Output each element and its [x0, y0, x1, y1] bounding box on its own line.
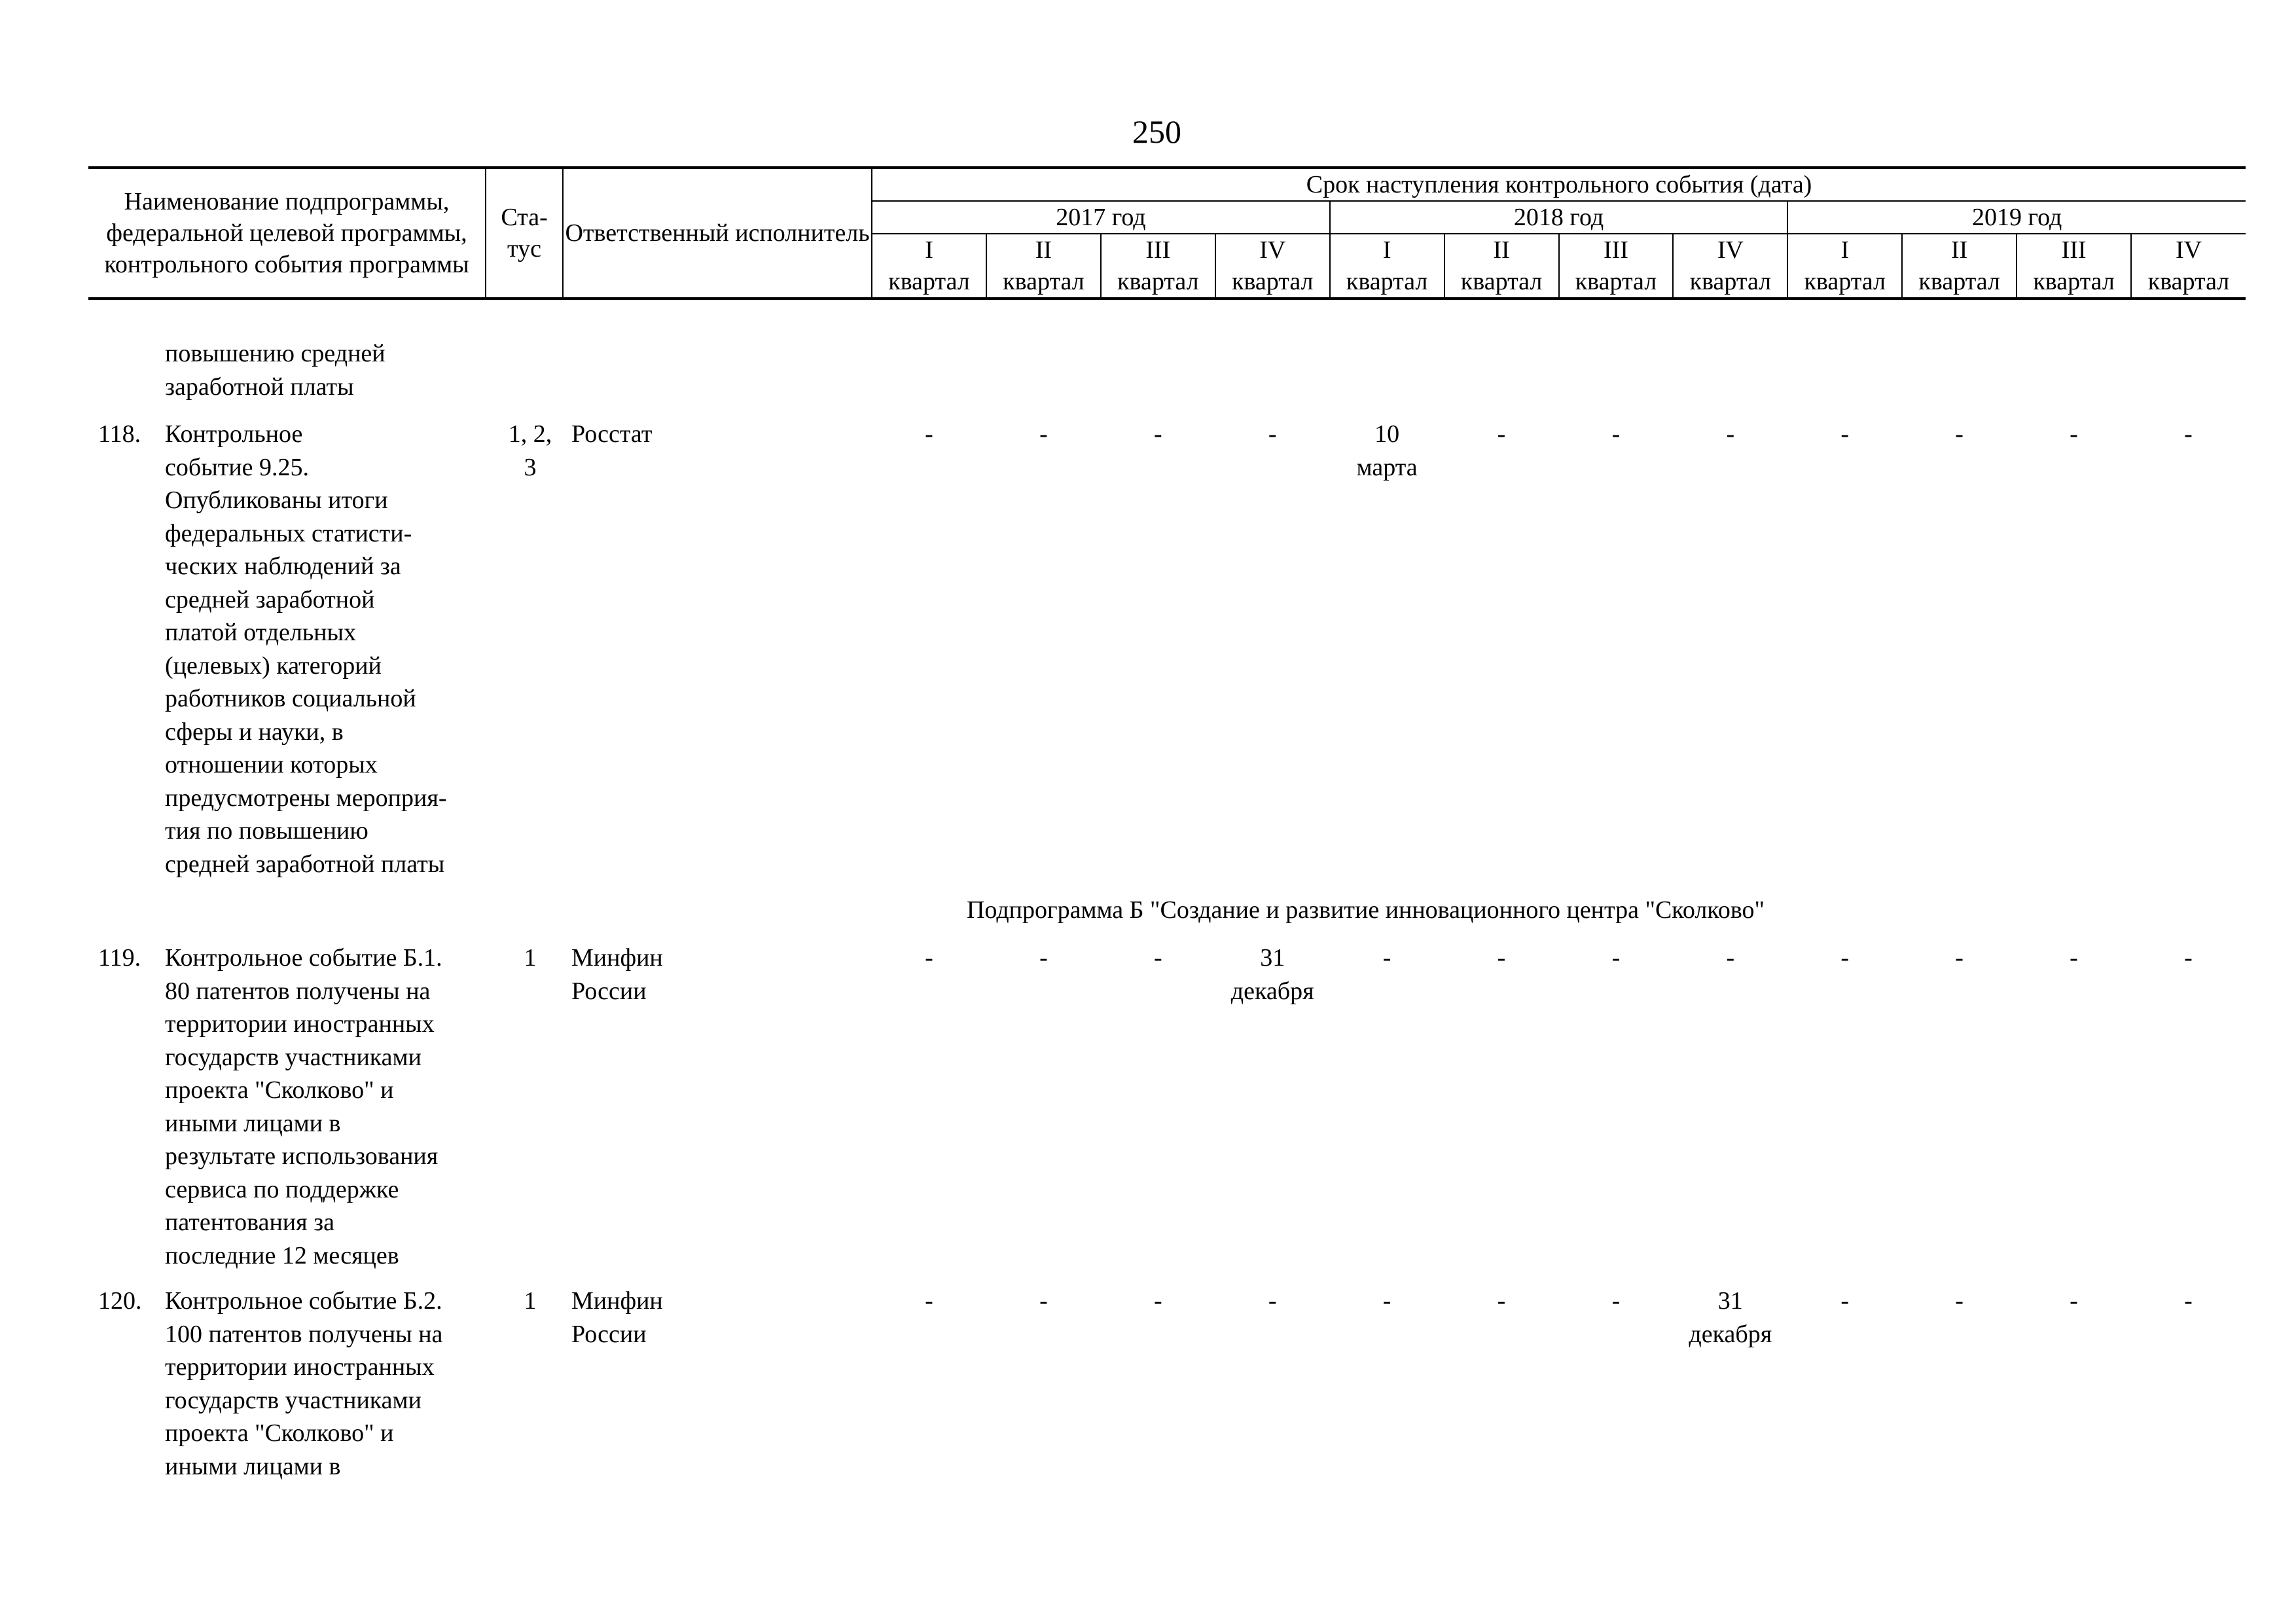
header-quarter: [2131, 234, 2246, 299]
text-line: -: [2070, 420, 2078, 448]
text-line: -: [1497, 420, 1506, 448]
text-line: отношении которых: [165, 751, 378, 778]
text-line: марта: [1356, 453, 1418, 481]
header-quarter: [1787, 234, 1902, 299]
text-line: территории иностранных: [165, 1353, 435, 1381]
quarter-word: квартал: [1003, 268, 1085, 295]
text-line: -: [1726, 944, 1735, 972]
header-quarter: [1444, 234, 1559, 299]
row-executor: Минфин России: [571, 944, 663, 1005]
text-line: -: [1955, 944, 1964, 972]
row-status: [497, 941, 563, 975]
text-line: 10: [1374, 420, 1400, 448]
table-header: [88, 166, 2246, 300]
quarter-cell: [1787, 1285, 1902, 1318]
row-executor: Минфин России: [571, 1287, 663, 1348]
header-year: 2017 год: [872, 201, 1330, 234]
quarter-numeral: IV: [2175, 236, 2202, 264]
quarter-word: квартал: [1575, 268, 1657, 295]
quarter-word: квартал: [1689, 268, 1772, 295]
header-quarter: [1101, 234, 1215, 299]
text-line: -: [1382, 944, 1391, 972]
text-line: -: [1382, 1287, 1391, 1315]
quarter-word: квартал: [1460, 268, 1543, 295]
text-line: государств участниками: [165, 1043, 422, 1071]
quarter-cell: [2017, 418, 2131, 451]
text-line: декабря: [1689, 1320, 1772, 1348]
text-line: -: [1497, 1287, 1506, 1315]
quarter-numeral: II: [1951, 236, 1968, 264]
quarter-cell: [1215, 1285, 1330, 1318]
quarter-cell: [1673, 941, 1787, 975]
row-status: [497, 418, 563, 484]
quarter-numeral: IV: [1717, 236, 1744, 264]
text-line: сферы и науки, в: [165, 718, 344, 746]
text-line: средней заработной платы: [165, 850, 445, 878]
quarter-cell: [2131, 1285, 2246, 1318]
quarter-cell: [1330, 1285, 1444, 1318]
text-line: -: [1039, 944, 1048, 972]
text-line: тия по повышению: [165, 817, 368, 845]
quarter-cell: [872, 1285, 986, 1318]
text-line: -: [925, 944, 933, 972]
quarter-word: квартал: [888, 268, 970, 295]
quarter-cell: [1673, 418, 1787, 451]
text-line: событие 9.25.: [165, 453, 310, 481]
text-line: Контрольное событие Б.1.: [165, 944, 442, 972]
quarter-cell: [2017, 941, 2131, 975]
text-line: территории иностранных: [165, 1010, 435, 1038]
text-line: -: [1840, 1287, 1850, 1315]
quarter-word: квартал: [1231, 268, 1314, 295]
quarter-numeral: III: [1603, 236, 1628, 264]
quarter-cell: [2131, 418, 2246, 451]
header-executor-column: Ответственный исполнитель: [563, 168, 872, 299]
text-line: -: [1611, 1287, 1621, 1315]
quarter-numeral: I: [1840, 236, 1850, 264]
text-line: 31: [1717, 1287, 1743, 1315]
header-quarter: [1215, 234, 1330, 299]
quarter-numeral: I: [925, 236, 933, 264]
quarter-numeral: II: [1035, 236, 1052, 264]
text-line: 3: [524, 453, 537, 481]
header-quarter: [872, 234, 986, 299]
text-line: -: [2184, 944, 2193, 972]
row-name: [165, 941, 492, 1272]
text-line: 1, 2,: [508, 420, 552, 448]
row-name: [165, 1285, 492, 1483]
quarter-word: квартал: [2147, 268, 2230, 295]
text-line: -: [1268, 420, 1277, 448]
text-line: -: [1153, 944, 1162, 972]
text-line: работников социальной: [165, 685, 416, 712]
quarter-cell: [1558, 1285, 1673, 1318]
quarter-word: квартал: [1117, 268, 1199, 295]
quarter-cell: [986, 941, 1101, 975]
text-line: Контрольное событие Б.2.: [165, 1287, 442, 1315]
text-line: -: [1497, 944, 1506, 972]
text-line: Опубликованы итоги: [165, 486, 388, 514]
text-line: последние 12 месяцев: [165, 1241, 399, 1269]
quarter-cell: [1558, 418, 1673, 451]
text-line: -: [2184, 1287, 2193, 1315]
text-line: -: [1153, 420, 1162, 448]
text-line: -: [2070, 944, 2078, 972]
text-line: сервиса по поддержке: [165, 1175, 399, 1203]
quarter-cell: [1215, 418, 1330, 451]
text-line: -: [2070, 1287, 2078, 1315]
text-line: -: [1840, 420, 1850, 448]
quarter-cell: [1330, 418, 1444, 484]
quarter-cell: [872, 941, 986, 975]
text-line: 31: [1260, 944, 1285, 972]
text-line: федеральных статисти-: [165, 519, 412, 547]
text-line: государств участниками: [165, 1386, 422, 1414]
quarter-cell: [1444, 941, 1559, 975]
text-line: -: [1726, 420, 1735, 448]
quarter-cell: [2131, 941, 2246, 975]
text-line: 1: [524, 1287, 537, 1315]
text-line: -: [1268, 1287, 1277, 1315]
text-line: 1: [524, 944, 537, 972]
text-line: ческих наблюдений за: [165, 553, 401, 580]
quarter-cell: [1101, 1285, 1215, 1318]
text-line: -: [2184, 420, 2193, 448]
text-line: (целевых) категорий: [165, 651, 382, 680]
row-number: 119.: [98, 944, 141, 972]
row-executor: Росстат: [571, 420, 653, 448]
text-line: проекта "Сколково" и: [165, 1076, 394, 1104]
row-number: 118.: [98, 420, 141, 448]
row-name: [165, 418, 492, 881]
text-line: -: [1039, 420, 1048, 448]
quarter-numeral: III: [1145, 236, 1171, 264]
text-line: -: [1955, 420, 1964, 448]
quarter-cell: [1902, 941, 2017, 975]
quarter-cell: [1215, 941, 1330, 1008]
header-quarter: [1330, 234, 1444, 299]
text-line: -: [1611, 944, 1621, 972]
quarter-cell: [1787, 418, 1902, 451]
header-name-column: Наименование подпрограммы, федеральной целевой программы, контрольного события программы: [88, 168, 486, 299]
quarter-numeral: IV: [1259, 236, 1286, 264]
text-line: иными лицами в: [165, 1452, 341, 1480]
text-line: иными лицами в: [165, 1109, 341, 1137]
quarter-word: квартал: [2033, 268, 2115, 295]
continuation-text: [165, 337, 492, 403]
quarter-cell: [1902, 1285, 2017, 1318]
quarter-cell: [1558, 941, 1673, 975]
text-line: проекта "Сколково" и: [165, 1419, 394, 1447]
header-year: 2018 год: [1330, 201, 1788, 234]
text-line: -: [1153, 1287, 1162, 1315]
quarter-numeral: II: [1493, 236, 1510, 264]
text-line: предусмотрены мероприя-: [165, 784, 447, 812]
text-line: патентования за: [165, 1209, 334, 1236]
page-number: 250: [1132, 113, 1181, 150]
quarter-cell: [1444, 1285, 1559, 1318]
text-line: Контрольное: [165, 420, 303, 448]
header-year: 2019 год: [1787, 201, 2246, 234]
text-line: -: [1611, 420, 1621, 448]
quarter-cell: [872, 418, 986, 451]
text-line: 100 патентов получены на: [165, 1320, 443, 1348]
header-quarter: [2017, 234, 2131, 299]
text-line: 80 патентов получены на: [165, 977, 431, 1005]
quarter-word: квартал: [1918, 268, 2000, 295]
quarter-cell: [1101, 418, 1215, 451]
quarter-numeral: I: [1382, 236, 1391, 264]
header-status-column: Ста-тус: [486, 168, 563, 299]
quarter-cell: [1330, 941, 1444, 975]
quarter-word: квартал: [1346, 268, 1428, 295]
text-line: -: [1039, 1287, 1048, 1315]
header-quarter: [1559, 234, 1674, 299]
quarter-cell: [986, 418, 1101, 451]
text-line: повышению средней: [165, 340, 386, 367]
text-line: декабря: [1230, 977, 1314, 1005]
text-line: результате использования: [165, 1142, 439, 1170]
row-number: 120.: [98, 1287, 142, 1315]
text-line: -: [925, 1287, 933, 1315]
text-line: средней заработной: [165, 585, 375, 613]
quarter-numeral: III: [2061, 236, 2087, 264]
quarter-cell: [1787, 941, 1902, 975]
quarter-cell: [1444, 418, 1559, 451]
header-quarter: [986, 234, 1101, 299]
row-status: [497, 1285, 563, 1318]
quarter-cell: [2017, 1285, 2131, 1318]
text-line: заработной платы: [165, 373, 354, 401]
quarter-word: квартал: [1804, 268, 1886, 295]
header-deadline: Срок наступления контрольного события (дата): [872, 168, 2246, 201]
header-quarter: [1902, 234, 2017, 299]
quarter-cell: [986, 1285, 1101, 1318]
header-quarter: [1673, 234, 1787, 299]
text-line: -: [1840, 944, 1850, 972]
quarter-cell: [1673, 1285, 1787, 1351]
subprogram-title: Подпрограмма Б "Создание и развитие инновационного центра "Сколково": [966, 896, 1765, 924]
text-line: -: [925, 420, 933, 448]
quarter-cell: [1902, 418, 2017, 451]
text-line: -: [1955, 1287, 1964, 1315]
quarter-cell: [1101, 941, 1215, 975]
text-line: платой отдельных: [165, 619, 357, 646]
